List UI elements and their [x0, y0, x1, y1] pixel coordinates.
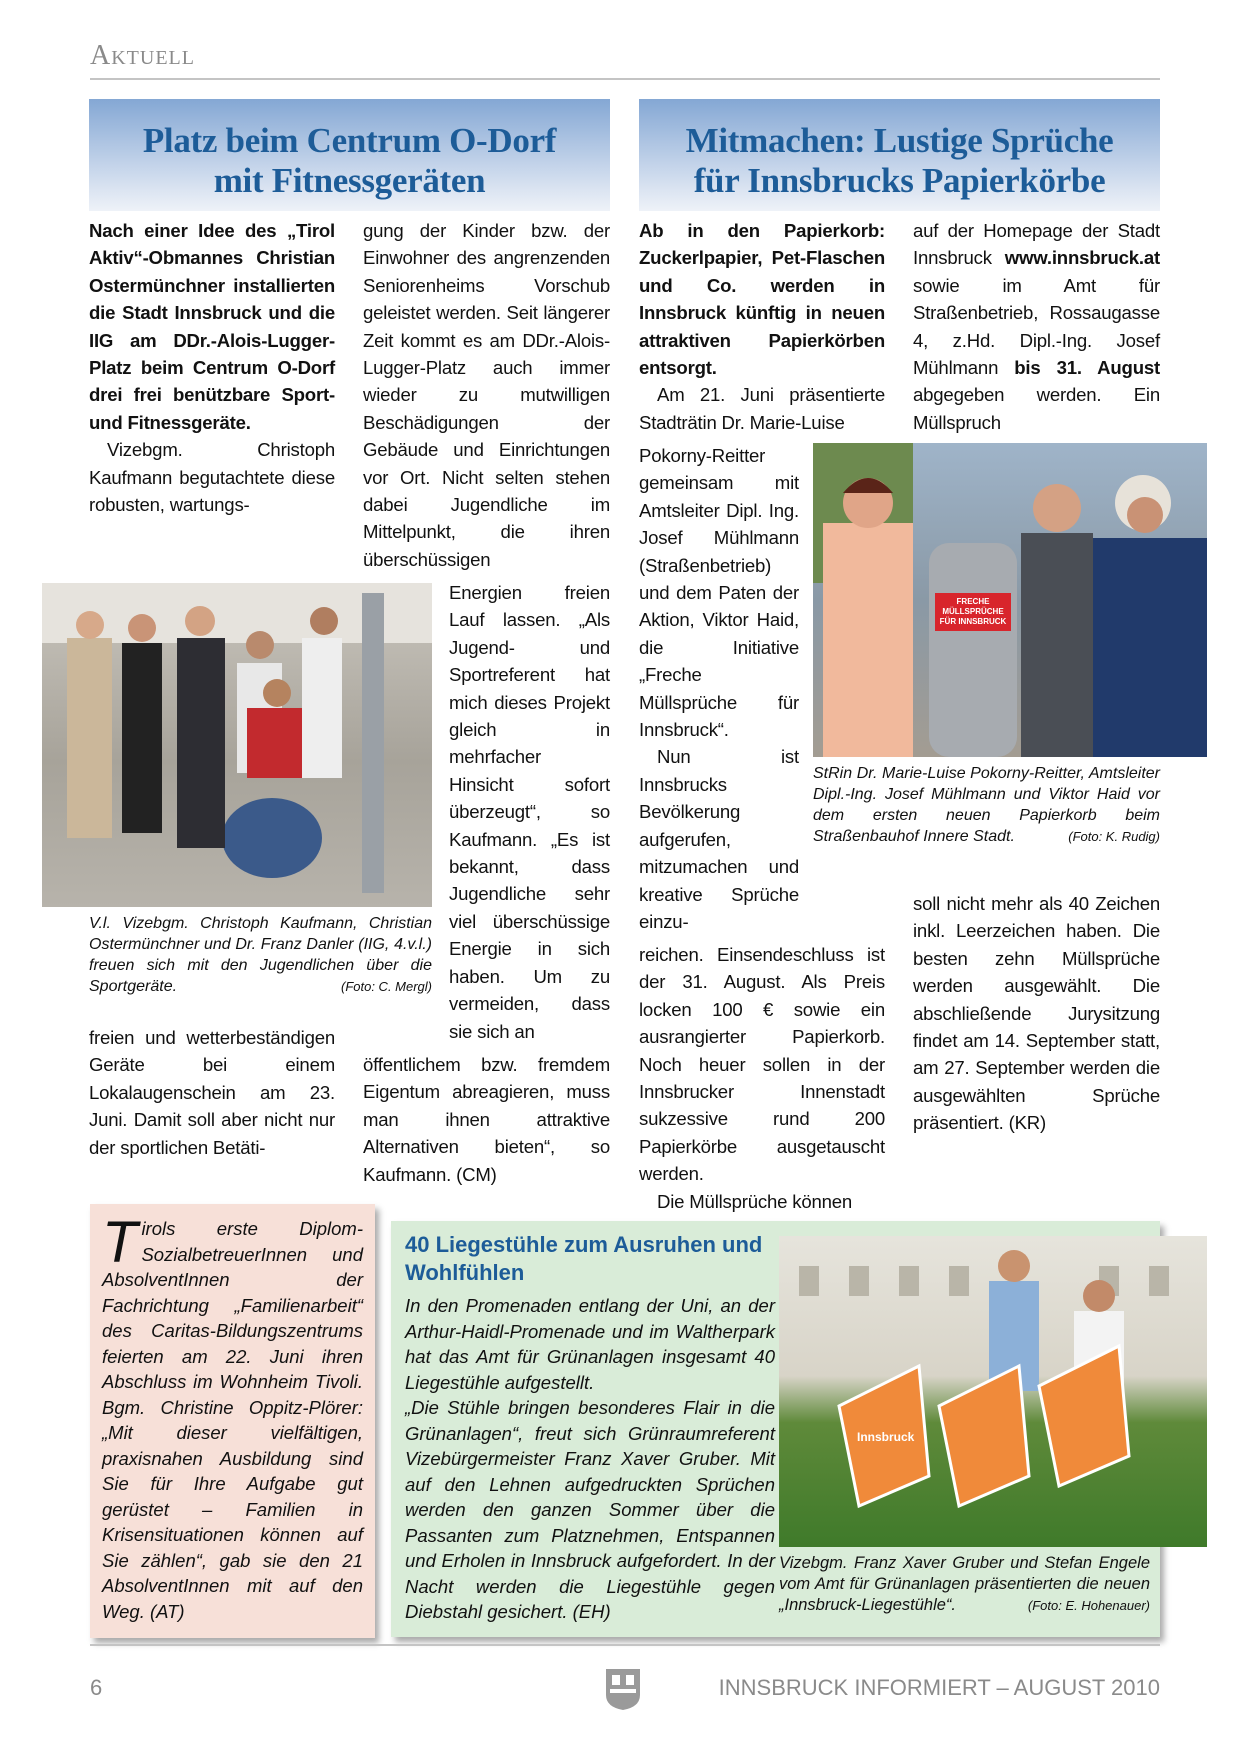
article2-paragraph: reichen. Einsendeschluss ist der 31. August. Als Preis locken 100 € sowie ein ausrangierter Papierkorb. Noch heuer sollen in der Innsbrucker Innenstadt sukzessive rund 200 Papierkörbe ausgetauscht werden.	[639, 944, 885, 1185]
article1-paragraph: Vizebgm. Christoph Kaufmann begutachtete diese robusten, wartungs-	[89, 439, 335, 516]
liegestuehle-headline: 40 Liegestühle zum Ausruhen und Wohlfühlen	[405, 1232, 763, 1285]
photo-fitness-illustration	[42, 583, 432, 907]
caption-text: Vizebgm. Franz Xaver Gruber und Stefan Engele vom Amt für Grünanlagen präsentierten die neuen „Innsbruck-Liegestühle“.	[779, 1554, 1150, 1614]
caption-text: StRin Dr. Marie-Luise Pokorny-Reitter, Amtsleiter Dipl.-Ing. Josef Mühlmann und Viktor Haid vor dem ersten neuen Papierkorb beim Straßenbauhof Innere Stadt.	[813, 765, 1160, 845]
liegestuehle-text: In den Promenaden entlang der Uni, an der Arthur-Haidl-Promenade und im Waltherpark hat das Amt für Grünanlagen insgesamt 40 Liegestühle aufgestellt. „Die Stühle bringen besonderes Flair in die Grünanlagen“, freut sich Grünraumreferent Vizebürgermeister Franz Xaver Gruber. Mit auf den Lehnen aufgedruckten Sprüchen werden den ganzen Sommer über die Passanten zum Platznehmen, Entspannen und Erholen in Innsbruck aufgefordert. In der Nacht werden die Liegestühle gegen Diebstahl gesichert. (EH)	[405, 1295, 775, 1622]
header-divider	[90, 78, 1160, 80]
article1-col2-top	[363, 217, 610, 573]
photo-fitness-equipment	[42, 583, 432, 907]
photo-liegestuehle	[779, 1236, 1207, 1547]
article2-paragraph: Nun ist Innsbrucks Bevölkerung aufgerufen, mitzumachen und kreative Sprüche einzu-	[639, 746, 799, 932]
article2-col3-bottom	[639, 941, 885, 1215]
bin-label: FRECHE MÜLLSPRÜCHE FÜR INNSBRUCK	[935, 593, 1011, 631]
article2-paragraph: auf der Homepage der Stadt Innsbruck www.innsbruck.at sowie im Amt für Straßenbetrieb, Rossaugasse 4, z.Hd. Dipl.-Ing. Josef Mühlmann bis 31. August abgegeben werden. Ein Müllspruch	[913, 220, 1160, 433]
photo-credit: (Foto: C. Mergl)	[340, 979, 432, 994]
website-link[interactable]: www.innsbruck.at	[1004, 247, 1160, 269]
article2-photo-caption	[813, 763, 1160, 847]
article2-paragraph: Pokorny-Reitter gemeinsam mit Amtsleiter Dipl. Ing. Josef Mühlmann (Straßenbetrieb) und dem Paten der Aktion, Viktor Haid, die Initiative „Freche Müllsprüche für Innsbruck“.	[639, 445, 799, 741]
article2-col4-top	[913, 217, 1160, 436]
photo-papierkorb	[813, 443, 1207, 757]
liegestuehle-photo-column	[779, 1236, 1207, 1625]
article1-photo-caption	[89, 913, 432, 997]
article2-paragraph: Die Müllsprüche können	[657, 1190, 853, 1212]
article1-headline: Platz beim Centrum O-Dorf mit Fitnessgeräten	[142, 121, 557, 200]
page-number: 6	[90, 1675, 103, 1700]
article2-lead: Ab in den Papierkorb: Zuckerlpapier, Pet-Flaschen und Co. werden in Innsbruck künftig in neuen attraktiven Papierkörben entsorgt.	[639, 220, 885, 379]
article2-paragraph: soll nicht mehr als 40 Zeichen inkl. Leerzeichen haben. Die besten zehn Müllsprüche werden ausgewählt. Die abschließende Jurysitzung findet am 14. September statt, am 27. September werden die ausgewählten Sprüche präsentiert. (KR)	[913, 893, 1160, 1134]
photo-liegestuehle-illustration	[779, 1236, 1207, 1547]
caritas-box	[90, 1204, 375, 1638]
article2-headline: Mitmachen: Lustige Sprüche für Innsbrucks Papierkörbe	[685, 121, 1114, 200]
article2-col3-top	[639, 217, 885, 436]
article1-col2-bottom	[363, 1051, 610, 1188]
liegestuehle-box	[391, 1221, 1160, 1637]
drop-cap: T	[102, 1210, 138, 1275]
article1-paragraph: gung der Kinder bzw. der Einwohner des angrenzenden Seniorenheims Vorschub geleistet werden. Seit längerer Zeit kommt es am DDr.-Alois-Lugger-Platz auch immer wieder zu mutwilligen Beschädigungen der Gebäude und Einrichtungen vor Ort. Nicht selten stehen dabei Jugendliche im Mittelpunkt, die ihren überschüssigen	[363, 220, 610, 570]
photo-credit: (Foto: E. Hohenauer)	[1027, 1598, 1150, 1613]
article2-headline-box	[639, 99, 1160, 211]
footer-divider	[90, 1644, 1160, 1646]
article1-col1-top	[89, 217, 335, 518]
caritas-text: Tirols erste Diplom-SozialbetreuerInnen und AbsolventInnen der Fachrichtung „Familienarbeit“ des Caritas-Bildungszentrums feierten am 22. Juni ihren Abschluss im Wohnheim Tivoli. Bgm. Christine Oppitz-Plörer: „Mit dieser vielfältigen, praxisnahen Ausbildung sind Sie für Ihre Aufgabe gut gerüstet – Familien in Krisensituationen können auf Sie zählen“, gab sie den 21 AbsolventInnen mit auf den Weg. (AT)	[102, 1210, 363, 1622]
liegestuehle-photo-caption	[779, 1553, 1150, 1616]
article2-col4-bottom	[913, 890, 1160, 1137]
chair-label: Innsbruck	[857, 1430, 915, 1444]
caption-text: V.l. Vizebgm. Christoph Kaufmann, Christian Ostermünchner und Dr. Franz Danler (IIG, 4.v.l.) freuen sich mit den Jugendlichen über die Sportgeräte.	[89, 915, 432, 995]
section-label: Aktuell	[90, 40, 195, 71]
photo-credit: (Foto: K. Rudig)	[1068, 829, 1160, 844]
footer	[90, 1644, 1160, 1716]
article2-paragraph: Am 21. Juni präsentierte Stadträtin Dr. Marie-Luise	[639, 384, 885, 433]
publication-title: INNSBRUCK INFORMIERT – AUGUST 2010	[718, 1675, 1160, 1700]
article1-paragraph: öffentlichem bzw. fremdem Eigentum abreagieren, muss man ihnen attraktive Alternativen bieten“, so Kaufmann. (CM)	[363, 1054, 610, 1185]
article1-paragraph: freien und wetterbeständigen Geräte bei einem Lokalaugenschein am 23. Juni. Damit soll aber nicht nur der sportlichen Betäti-	[89, 1027, 335, 1158]
article1-paragraph: Energien freien Lauf lassen. „Als Jugend- und Sportreferent hat mich dieses Projekt gleich in mehrfacher Hinsicht sofort überzeugt“, so Kaufmann. „Es ist bekannt, dass Jugendliche sehr viel überschüssige Energie in sich haben. Um zu vermeiden, dass sie sich an	[449, 582, 610, 1042]
article1-headline-box	[89, 99, 610, 211]
innsbruck-logo-icon	[604, 1667, 642, 1711]
article1-col1-bottom	[89, 1024, 335, 1161]
article1-lead: Nach einer Idee des „Tirol Aktiv“-Obmannes Christian Ostermünchner installierten die Stadt Innsbruck und die IIG am DDr.-Alois-Lugger-Platz beim Centrum O-Dorf drei frei benützbare Sport- und Fitnessgeräte.	[89, 220, 335, 433]
liegestuehle-text-column	[405, 1231, 775, 1625]
article2-col3-narrow	[639, 442, 799, 935]
article1-col2-narrow	[449, 579, 610, 1045]
